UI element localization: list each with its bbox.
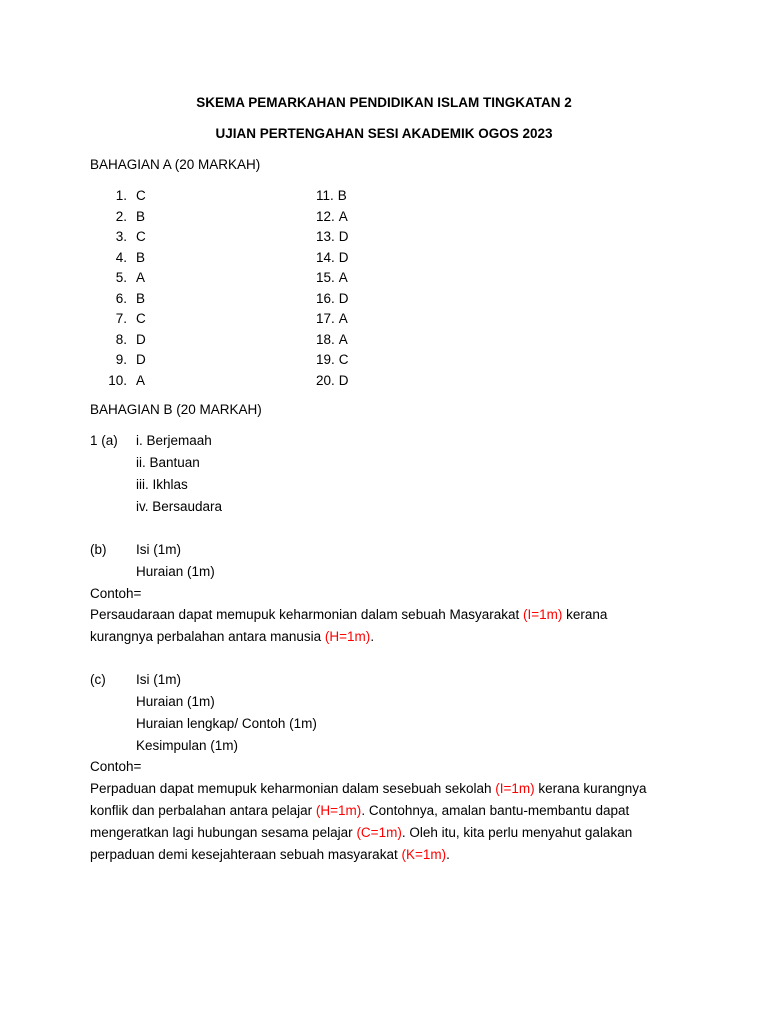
answer-letter: B — [136, 249, 146, 265]
answer-letter: D — [136, 352, 146, 367]
answer-letter: A — [136, 372, 146, 388]
answer-letter: B — [337, 188, 347, 203]
example-text: . Oleh itu, kita perlu menyahut galakan — [401, 825, 633, 840]
answer-number: 3. — [115, 229, 127, 244]
criteria-item: Isi (1m) — [136, 672, 181, 687]
page-title: SKEMA PEMARKAHAN PENDIDIKAN ISLAM TINGKATAN 2 — [196, 95, 572, 110]
answer-letter: C — [136, 188, 146, 203]
answer-letter: D — [136, 331, 146, 347]
question-1b-label: (b) — [90, 542, 107, 557]
example-text: . — [446, 847, 450, 862]
answer-letter: A — [338, 208, 348, 224]
section-b-heading: BAHAGIAN B (20 MARKAH) — [90, 402, 262, 417]
answer-item — [105, 209, 145, 224]
answer-number: 15. — [316, 270, 335, 285]
mark-huraian: (H=1m) — [315, 803, 362, 818]
answer-letter: C — [338, 352, 349, 367]
answer-letter: C — [136, 311, 146, 326]
example-line — [90, 629, 374, 644]
answer-item — [316, 332, 348, 347]
answer-letter: C — [136, 229, 146, 244]
question-1a-label: 1 (a) — [90, 433, 118, 448]
example-text: kerana kurangnya — [534, 781, 647, 796]
answer-number: 1. — [115, 188, 127, 203]
example-text: kurangnya perbalahan antara manusia — [90, 629, 325, 644]
example-text: mengeratkan lagi hubungan sesama pelajar — [90, 825, 357, 840]
answer-item — [316, 250, 349, 265]
list-item: i. Berjemaah — [136, 433, 212, 448]
answer-letter: A — [136, 270, 146, 285]
answer-number: 19. — [316, 352, 335, 367]
criteria-item: Huraian lengkap/ Contoh (1m) — [136, 716, 317, 731]
answer-letter: A — [338, 331, 348, 347]
answer-number: 6. — [115, 290, 127, 306]
answer-item — [316, 352, 349, 367]
answer-number: 4. — [115, 249, 127, 265]
answer-item — [105, 332, 146, 347]
answer-letter: D — [338, 229, 349, 244]
criteria-item: Kesimpulan (1m) — [136, 738, 239, 753]
answer-item — [105, 188, 146, 203]
example-line — [90, 847, 450, 862]
example-text: . — [370, 629, 375, 644]
mark-huraian: (H=1m) — [324, 629, 371, 644]
answer-number: 12. — [316, 208, 335, 224]
example-text: kerana — [562, 607, 608, 622]
answer-item — [105, 250, 145, 265]
mark-kesimpulan: (K=1m) — [401, 847, 447, 862]
example-text: Perpaduan dapat memupuk keharmonian dalam sesebuah sekolah — [90, 781, 496, 796]
mark-isi: (I=1m) — [523, 607, 563, 622]
example-line — [90, 825, 632, 840]
answer-item — [316, 270, 348, 285]
answer-letter: A — [338, 311, 348, 326]
example-line — [90, 803, 629, 818]
mark-contoh: (C=1m) — [356, 825, 402, 840]
answer-number: 5. — [115, 270, 127, 285]
example-label: Contoh= — [90, 759, 142, 774]
answer-number: 8. — [115, 331, 127, 347]
answer-number: 7. — [115, 311, 127, 326]
answer-item — [105, 373, 145, 388]
answer-number: 11. — [316, 188, 334, 203]
page-subtitle: UJIAN PERTENGAHAN SESI AKADEMIK OGOS 2023 — [215, 126, 553, 141]
question-1c-label: (c) — [90, 672, 106, 687]
answer-number: 20. — [316, 372, 335, 388]
criteria-item: Isi (1m) — [136, 542, 181, 557]
answer-item — [105, 270, 145, 285]
example-text: Persaudaraan dapat memupuk keharmonian dalam sebuah Masyarakat — [90, 607, 524, 622]
answer-number: 10. — [108, 372, 127, 388]
list-item: ii. Bantuan — [136, 455, 200, 470]
example-label: Contoh= — [90, 586, 142, 601]
answer-letter: B — [136, 208, 146, 224]
answer-item — [316, 209, 348, 224]
answer-item — [105, 352, 146, 367]
answer-letter: D — [338, 290, 349, 306]
answer-letter: D — [338, 249, 349, 265]
list-item: iv. Bersaudara — [136, 499, 223, 514]
criteria-item: Huraian (1m) — [136, 694, 215, 709]
example-text: konflik dan perbalahan antara pelajar — [90, 803, 316, 818]
answer-number: 9. — [115, 352, 127, 367]
example-text: . Contohnya, amalan bantu-membantu dapat — [361, 803, 630, 818]
answer-number: 14. — [316, 249, 335, 265]
answer-number: 2. — [115, 208, 127, 224]
answer-item — [105, 229, 146, 244]
answer-item — [316, 373, 349, 388]
list-item: iii. Ikhlas — [136, 477, 188, 492]
example-line — [90, 607, 607, 622]
answer-item — [105, 291, 145, 306]
answer-item — [105, 311, 146, 326]
answer-item — [316, 229, 349, 244]
answer-number: 17. — [316, 311, 335, 326]
answer-item — [316, 188, 347, 203]
answer-letter: A — [338, 270, 348, 285]
answer-letter: D — [338, 372, 349, 388]
example-line — [90, 781, 646, 796]
section-a-heading: BAHAGIAN A (20 MARKAH) — [90, 157, 261, 172]
example-text: perpaduan demi kesejahteraan sebuah masyarakat — [90, 847, 402, 862]
answer-number: 13. — [316, 229, 335, 244]
answer-number: 18. — [316, 331, 335, 347]
criteria-item: Huraian (1m) — [136, 564, 215, 579]
answer-letter: B — [136, 290, 146, 306]
answer-item — [316, 291, 349, 306]
answer-number: 16. — [316, 290, 335, 306]
answer-item — [316, 311, 348, 326]
mark-isi: (I=1m) — [495, 781, 535, 796]
